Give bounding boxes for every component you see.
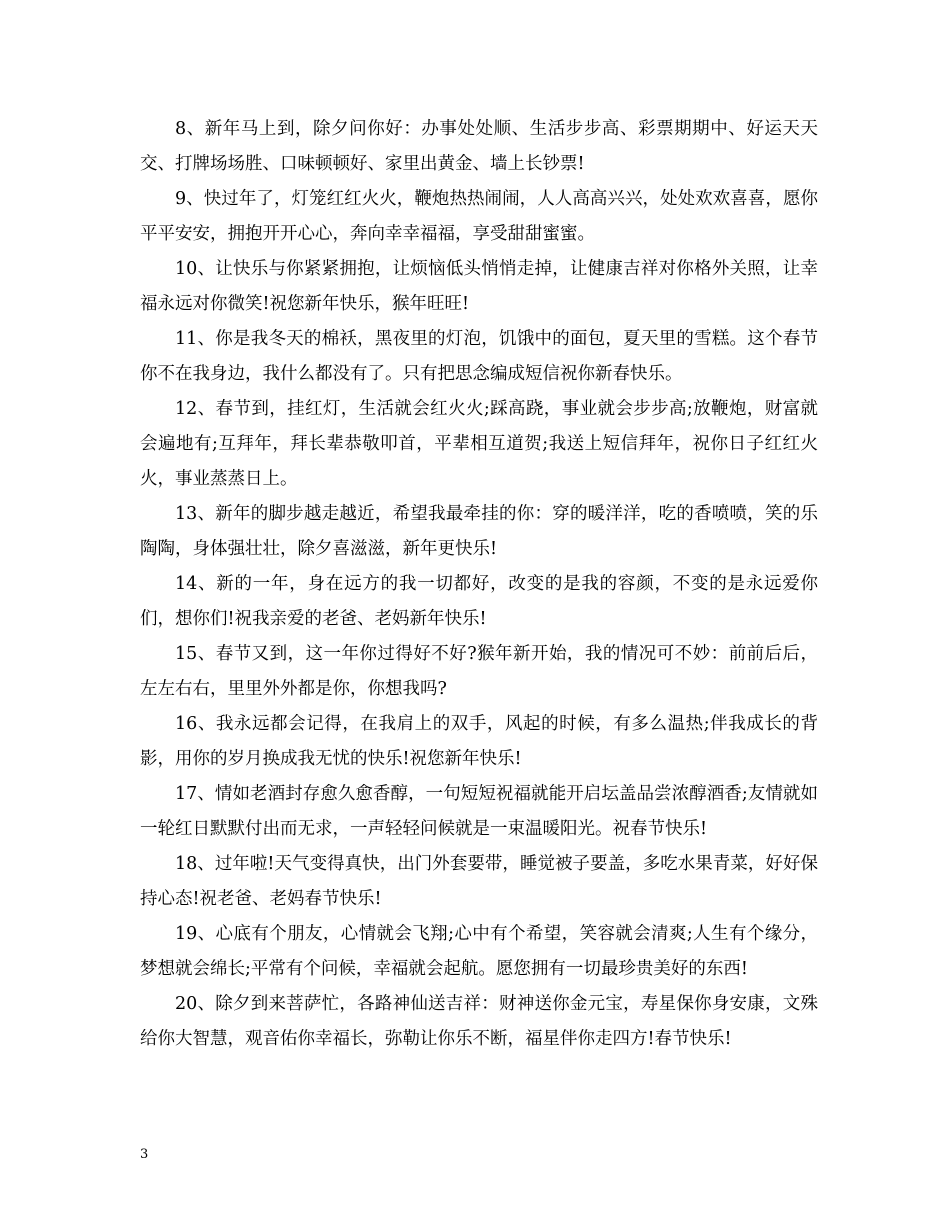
paragraph-9: 9、快过年了，灯笼红红火火，鞭炮热热闹闹，人人高高兴兴，处处欢欢喜喜，愿你平平安安，拥抱开开心心，奔向幸幸福福，享受甜甜蜜蜜。 [140,189,818,244]
paragraph-19: 19、心底有个朋友，心情就会飞翔;心中有个希望，笑容就会清爽;人生有个缘分，梦想就会绵长;平常有个问候，幸福就会起航。愿您拥有一切最珍贵美好的东西! [140,924,818,979]
paragraph-8: 8、新年马上到，除夕问你好：办事处处顺、生活步步高、彩票期期中、好运天天交、打牌场场胜、口味顿顿好、家里出黄金、墙上长钞票! [140,119,818,174]
paragraph-10: 10、让快乐与你紧紧拥抱，让烦恼低头悄悄走掉，让健康吉祥对你格外关照，让幸福永远对你微笑!祝您新年快乐，猴年旺旺! [140,259,818,314]
paragraph-18: 18、过年啦!天气变得真快，出门外套要带，睡觉被子要盖，多吃水果青菜，好好保持心态!祝老爸、老妈春节快乐! [140,854,818,909]
paragraph-12: 12、春节到，挂红灯，生活就会红火火;踩高跷，事业就会步步高;放鞭炮，财富就会遍地有;互拜年，拜长辈恭敬叩首，平辈相互道贺;我送上短信拜年，祝你日子红红火火，事业蒸蒸日上。 [140,399,818,489]
paragraph-16: 16、我永远都会记得，在我肩上的双手，风起的时候，有多么温热;伴我成长的背影，用你的岁月换成我无忧的快乐!祝您新年快乐! [140,714,818,769]
paragraph-14: 14、新的一年，身在远方的我一切都好，改变的是我的容颜，不变的是永远爱你们，想你们!祝我亲爱的老爸、老妈新年快乐! [140,574,818,629]
paragraph-11: 11、你是我冬天的棉袄，黑夜里的灯泡，饥饿中的面包，夏天里的雪糕。这个春节你不在我身边，我什么都没有了。只有把思念编成短信祝你新春快乐。 [140,329,818,384]
paragraph-13: 13、新年的脚步越走越近，希望我最牵挂的你：穿的暖洋洋，吃的香喷喷，笑的乐陶陶，身体强壮壮，除夕喜滋滋，新年更快乐! [140,504,818,559]
page-number: 3 [140,1147,149,1162]
paragraph-15: 15、春节又到，这一年你过得好不好?猴年新开始，我的情况可不妙：前前后后，左左右右，里里外外都是你，你想我吗? [140,644,818,699]
paragraph-17: 17、情如老酒封存愈久愈香醇，一句短短祝福就能开启坛盖品尝浓醇酒香;友情就如一轮红日默默付出而无求，一声轻轻问候就是一束温暖阳光。祝春节快乐! [140,784,818,839]
document-body [140,112,818,1057]
paragraph-20: 20、除夕到来菩萨忙，各路神仙送吉祥：财神送你金元宝，寿星保你身安康，文殊给你大智慧，观音佑你幸福长，弥勒让你乐不断，福星伴你走四方!春节快乐! [140,994,818,1049]
